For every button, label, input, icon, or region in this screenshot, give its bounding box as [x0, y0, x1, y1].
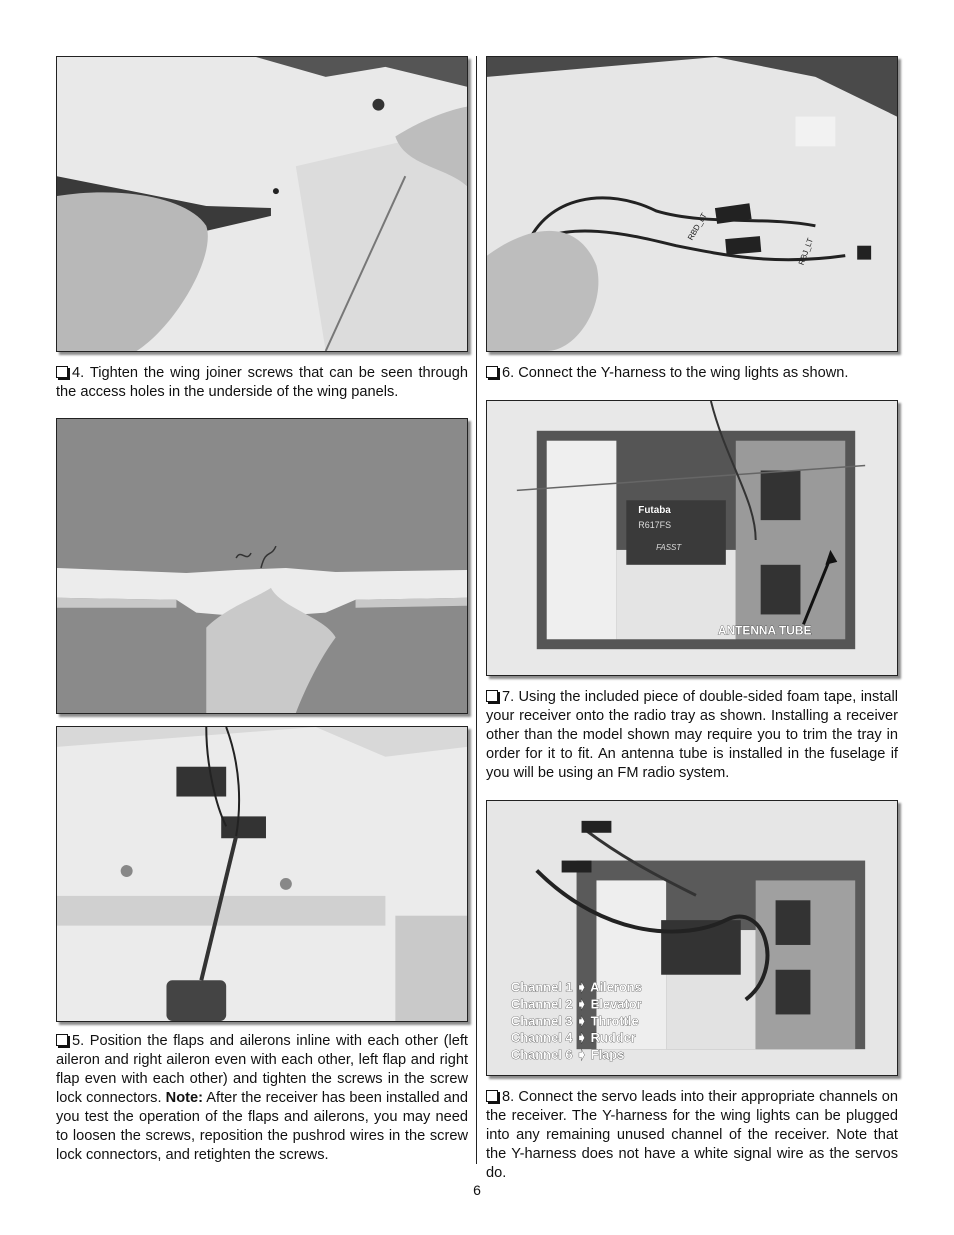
caption-step-6: [486, 364, 898, 383]
checkbox-icon[interactable]: [486, 1090, 498, 1102]
channel-item: Channel 2 ➧ Elevator: [510, 996, 642, 1012]
step-6-text: 6. Connect the Y-harness to the wing lights as shown.: [502, 365, 849, 381]
receiver-model: R617FS: [638, 520, 672, 531]
channel-item: Channel 3 ➧ Throttle: [510, 1013, 639, 1029]
checkbox-icon[interactable]: [56, 366, 68, 378]
note-label: Note:: [165, 1090, 203, 1106]
antenna-tube-label: ANTENNA TUBE: [717, 623, 812, 638]
photo-servo-leads: [486, 800, 898, 1076]
channel-list: [511, 980, 642, 1062]
channel-item: Channel 1 ➧ Ailerons: [510, 979, 642, 995]
column-divider: [476, 56, 477, 1164]
photo-wing-joiner-screws: [56, 56, 468, 352]
photo-screw-lock-connectors: [56, 726, 468, 1022]
photo-wing-assembly: [56, 418, 468, 714]
receiver-fasst: FASST: [656, 542, 682, 552]
caption-step-4: [56, 364, 468, 402]
caption-step-5: [56, 1032, 468, 1165]
wire-tag-2: RBJ_LT: [796, 236, 815, 267]
step-5-note-text: After the receiver has been installed and you test the operation of the flaps and ailerons, you may need to loosen the screws, reposition the pushrod wires in the screw lock connectors, and retighten the screws.: [56, 1090, 468, 1163]
step-8-text: 8. Connect the servo leads into their appropriate channels on the receiver. The Y-harness for the wing lights can be plugged into any remaining unused channel of the receiver. Note that the Y-harness does not have a white signal wire as the servos do.: [486, 1089, 898, 1181]
channel-item: Channel 6 ➧ Flaps: [510, 1047, 625, 1063]
caption-step-7: [486, 688, 898, 783]
checkbox-icon[interactable]: [486, 690, 498, 702]
checkbox-icon[interactable]: [56, 1034, 68, 1046]
step-4-text: 4. Tighten the wing joiner screws that can be seen through the access holes in the underside of the wing panels.: [56, 365, 468, 400]
caption-step-8: [486, 1088, 898, 1183]
step-7-text: 7. Using the included piece of double-sided foam tape, install your receiver onto the radio tray as shown. Installing a receiver other than the model shown may require you to trim the tray in order for it to fit. An antenna tube is installed in the fuselage if you will be using an FM radio system.: [486, 689, 898, 781]
channel-item: Channel 4 ➧ Rudder: [510, 1030, 636, 1046]
photo-y-harness-wing-lights: [486, 56, 898, 352]
receiver-brand: Futaba: [638, 505, 671, 517]
page-number: 6: [473, 1182, 481, 1198]
step-5-text: 5. Position the flaps and ailerons inline with each other (left aileron and right aileron even with each other, left flap and right flap even with each other) and tighten the screws in the screw lock connectors.: [56, 1033, 468, 1106]
checkbox-icon[interactable]: [486, 366, 498, 378]
wire-tag-1: RBD_LT: [685, 211, 709, 242]
photo-receiver-install: [486, 400, 898, 676]
